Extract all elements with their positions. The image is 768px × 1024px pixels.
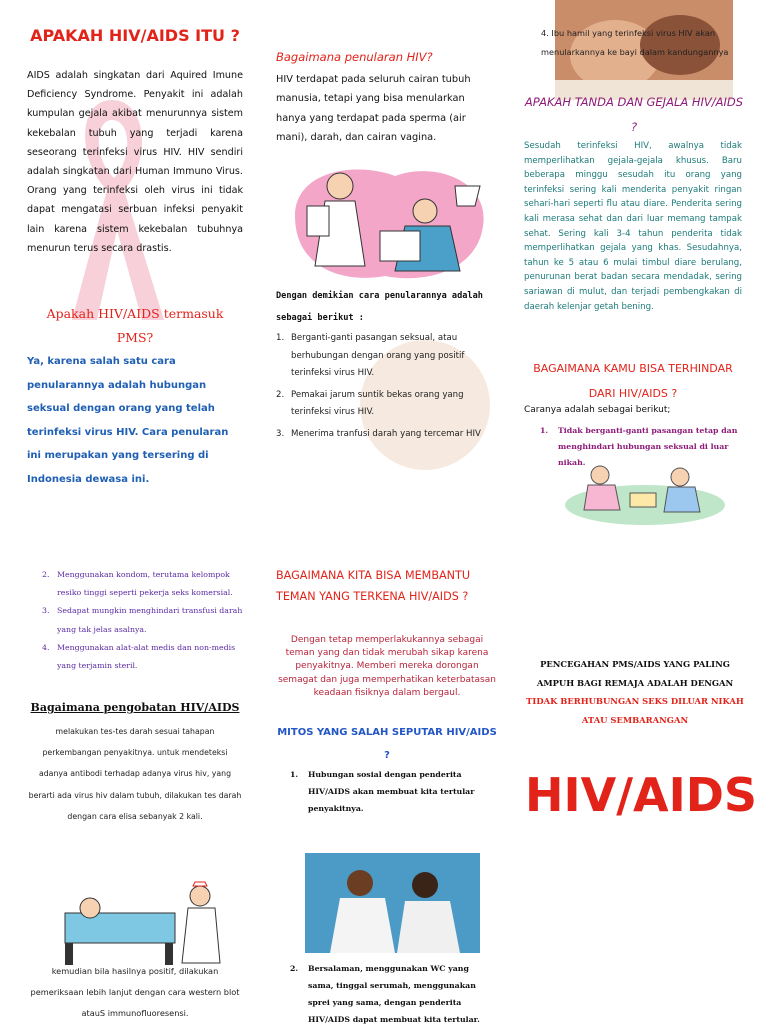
myths-list [290,766,490,817]
symptoms-title: APAKAH TANDA DAN GEJALA HIV/AIDS ? [524,95,744,134]
help-friend-text: Dengan tetap memperlakukannya sebagai teman yang dan tidak merubah sikap karena penyakitnya. Memberi mereka dorongan semagat dan juga memperhatikan keterbatasan keadaan fisiknya dalam bergaul. [278,635,496,698]
list-item [42,566,252,602]
list-number: 2. [290,964,299,973]
transmission-text: HIV terdapat pada seluruh cairan tubuh manusia, tetapi yang bisa menularkan hanya yang terdapat pada sperma (air mani), darah, dan cairan vagina. [276,74,471,144]
list-number: 4. [541,28,549,38]
list-number: 1. [540,426,549,435]
help-friend-title: BAGAIMANA KITA BISA MEMBANTU TEMAN YANG TERKENA HIV/AIDS ? [276,569,471,603]
prevention-message-red: TIDAK BERHUBUNGAN SEKS DILUAR NIKAH ATAU SEMBARANGAN [526,696,744,725]
list-item [276,330,498,383]
list-text: Ibu hamil yang terinfeksi virus HIV akan menularkannya ke bayi dalam kandungannya [541,28,729,57]
is-pms-title: Apakah HIV/AIDS termasuk PMS? [46,306,224,345]
transmission-list [276,330,498,447]
list-item [290,960,490,1024]
list-number: 4. [42,642,50,652]
is-pms-text: Ya, karena salah satu cara penularannya adalah hubungan seksual dengan orang yang telah terinfeksi virus HIV. Cara penularan ini merupakan yang tersering di Indonesia dewasa ini. [27,356,229,485]
picnic-illustration [560,455,730,530]
list-text: Menerima tranfusi darah yang tercemar HIV [291,428,481,439]
what-is-hiv-text: AIDS adalah singkatan dari Aquired Imune Deficiency Syndrome. Penyakit ini adalah kumpulan gejala akibat menurunnya sistem kekebalan tubuh yang terjadi karena seseorang terinfeksi virus HIV. HIV sendiri adalah singkatan dari Human Immuno Virus. Orang yang terinfeksi oleh virus ini tidak dapat mengatasi serbuan infeksi penyakit lain karena sistem kekebalan tubuhnya menurun terus secara drastis. [27,70,243,254]
avoid-list-continued [42,566,252,675]
list-text: Hubungan sosial dengan penderita HIV/AIDS akan membuat kita tertular penyakitnya. [308,770,475,813]
transmission-item-4 [541,24,737,62]
list-number: 2. [276,389,285,400]
list-item [290,766,490,817]
treatment-text: melakukan tes-tes darah sesuai tahapan perkembangan penyakitnya. untuk mendeteksi adanya antibodi terhadap adanya virus hiv, yang berarti ada virus hiv dalam tubuh, dilakukan tes darah dengan cara elisa sebanyak 2 kali. [28,727,242,821]
myths-title: MITOS YANG SALAH SEPUTAR HIV/AIDS ? [277,727,497,761]
list-text: Tidak berganti-ganti pasangan tetap dan menghindari hubungan seksual di luar nikah. [558,426,738,467]
list-number: 2. [42,570,50,579]
transmission-title: Bagaimana penularan HIV? [276,50,433,64]
transmission-lead: Dengan demikian cara penularannya adalah sebagai berikut : [276,291,483,323]
list-text: Sedapat mungkin menghindari transfusi darah yang tak jelas asalnya. [57,606,243,634]
list-text: Bersalaman, menggunakan WC yang sama, tinggal serumah, menggunakan sprei yang sama, dengan penderita HIV/AIDS dapat membuat kita tertular. [308,964,480,1024]
list-item [42,639,252,675]
patient-nurse-illustration [60,878,230,968]
list-item [42,602,252,638]
list-number: 1. [276,333,285,343]
avoid-title: BAGAIMANA KAMU BISA TERHINDAR DARI HIV/AIDS ? [533,362,733,400]
what-is-hiv-title: APAKAH HIV/AIDS ITU ? [30,26,240,45]
list-text: Menggunakan alat-alat medis dan non-medis yang terjamin steril. [57,642,236,671]
treatment-title: Bagaimana pengobatan HIV/AIDS [30,701,240,714]
brochure-big-title: HIV/AIDS [525,768,758,822]
list-text: Berganti-ganti pasangan seksual, atau berhubungan dengan orang yang positif terinfeksi virus HIV. [291,333,465,378]
prevention-message [525,655,745,729]
list-text: Menggunakan kondom, terutama kelompok resiko tinggi seperti pekerja seks komersial. [57,570,233,598]
avoid-lead: Caranya adalah sebagai berikut; [524,405,671,415]
nurse-doctor-illustration [285,156,495,286]
list-item [276,387,498,422]
symptoms-text: Sesudah terinfeksi HIV, awalnya tidak memperlihatkan gejala-gejala khusus. Baru beberapa minggu sesudah itu orang yang terinfeksi sering kali menderita penyakit ringan sehari-hari seperti flu atau diare. Penderita sering kali merasa sehat dan dari luar memang tampak sehat. Sering kali 3-4 tahun penderita tidak memperlihatkan gejala yang khas. Sesudahnya, tahun ke 5 atau 6 mulai timbul diare berulang, penurunan berat badan secara mendadak, sering sariawan di mulut, dan terjadi pembengkakan di daerah kelenjar getah bening. [524,141,742,312]
list-item [276,426,498,444]
women-photo [305,853,480,953]
prevention-message-black: PENCEGAHAN PMS/AIDS YANG PALING AMPUH BAGI REMAJA ADALAH DENGAN [536,659,734,688]
myths-list-continued [290,960,490,1024]
list-number: 3. [276,428,285,439]
list-number: 3. [42,606,50,616]
list-number: 1. [290,770,299,779]
treatment-more-text: kemudian bila hasilnya positif, dilakukan pemeriksaan lebih lanjut dengan cara western blot atauS immunofluoresensi. [30,966,240,1018]
list-text: Pemakai jarum suntik bekas orang yang terinfeksi virus HIV. [291,389,464,417]
